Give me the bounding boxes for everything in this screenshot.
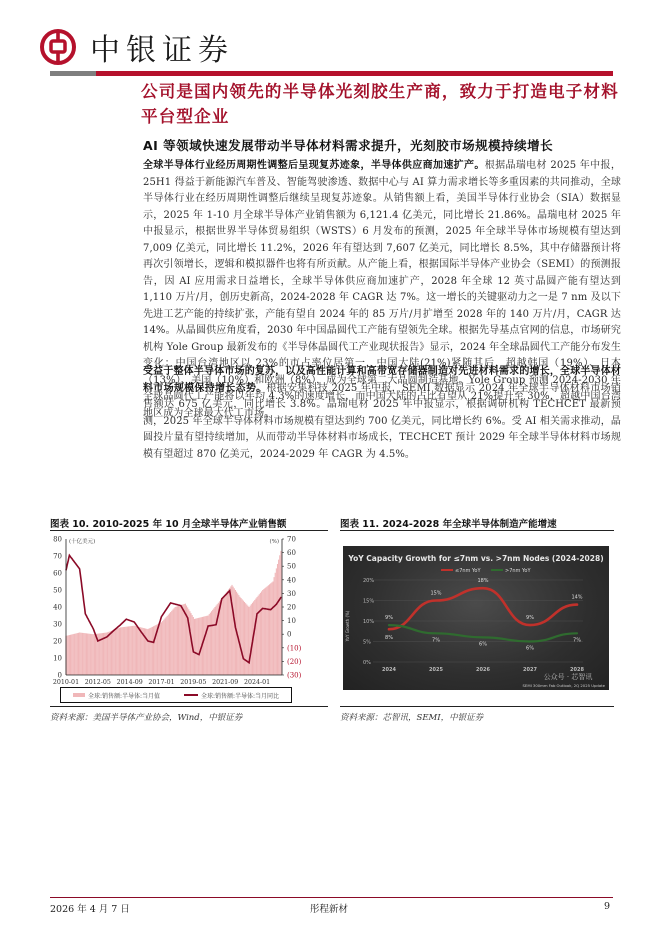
bar [235,590,236,675]
bar [67,636,68,675]
bar [222,597,223,675]
bar [268,585,269,675]
header-divider [50,71,613,76]
bar [233,587,234,675]
bar [75,634,76,675]
bar [272,582,273,676]
bar [180,605,181,675]
paragraph-1-body: 根据晶瑞电材 2025 年中报，25H1 得益于新能源汽车普及、智能驾驶渗透、数据中心与 AI 算力需求增长等多重因素的共同推动，全球半导体行业在经历周期性调整后继续呈现复苏迹象。从销售额上看，美国半导体行业协会（SIA）数据显示，2025 年 1-10 月全球半导体产业销售额为 6,121.4 亿美元，同比增长 21.86%。晶瑞电材 2025 年中报显示，根据世界半导体贸易组织（WSTS）6 月发布的预测，2025 年全球半导体市场规模有望达到 7,009 亿美元，同比增长 11.2%，2026 年有望达到 7,607 亿美元，同比增长 8.5%，其中存储器预计将再次引领增长，逻辑和模拟器件也将有所贡献。从产能上看，根据国际半导体产业协会（SEMI）的预测报告，因 AI 应用需求日益增长，全球半导体供应商加速扩产，2028 年全球 12 英寸晶圆产能有望达到 1,110 万片/月，创历史新高，2024-2028 年 CAGR 达 7%。这一增长的关键驱动力之一是 7 nm 及以下先进工艺产能的持续扩张，产能有望自 2024 年的 85 万片/月扩增至 2028 年的 140 万片/月，CAGR 达 14%。从晶圆供应角度看，2030 年中国晶圆代工产能有望领先全球。根据先导基点官网的信息，市场研究机构 Yole Group 最新发布的《半导体晶圆代工产业现状报告》显示，2024 年全球晶圆代工产能分布发生变化：中国台湾地区以 23%的市占率位居第一，中国大陆(21%)紧随其后，超越韩国（19%）、日本（13%）、美国（10%）和欧洲（8%），成为全球第二大晶圆制造基地。Yole Group 预测 2024-2030 年全球晶圆代工产能将以年均 4.3%的速度增长，而中国大陆的占比有望从 21%提升至 30%，超越中国台湾地区成为全球最大代工市场。 [143,160,621,419]
bar [209,614,210,675]
bar [195,619,196,675]
bar [119,628,120,675]
bar [68,635,69,675]
x-axis-tick: 2017-01 [148,679,175,686]
bar [264,588,265,675]
paragraph-2 [143,364,621,463]
figure-10-source: 资料来源：美国半导体产业协会，Wind，中银证券 [50,713,243,723]
bar [208,616,209,676]
figure-10-legend [60,687,292,703]
bar [81,633,82,675]
bar [271,582,272,675]
bar [87,633,88,675]
x-axis-tick: 2024 [382,667,396,673]
bar [176,607,177,675]
right-axis-tick: 0 [287,630,292,639]
chart-footnote: SEMI 300mm Fab Outlook, 2Q 2025 Update [522,683,605,688]
bar [227,591,228,675]
series-line [389,588,577,629]
data-label: 14% [571,594,583,601]
bar [122,627,123,675]
series-line [389,625,577,644]
y-axis-tick: 5% [363,639,371,646]
legend-item-monthly-value [73,691,160,700]
bar [125,627,126,675]
bar [175,607,176,675]
bar [189,611,190,675]
bar [166,617,167,675]
bar [198,618,199,675]
bar [168,615,169,675]
bar [205,616,206,675]
bar [200,617,201,675]
bar [72,634,73,675]
bar [133,626,134,675]
bar [151,627,152,675]
bar [94,634,95,675]
bar [234,588,235,675]
footer-divider [50,897,613,898]
legend-label: ≤7nm YoY [455,568,481,574]
figure-11-bottom-rule [340,706,614,707]
bar [173,608,174,675]
figure-10-chart [44,533,322,703]
data-label: 7% [432,637,440,644]
bar [197,618,198,675]
bar [206,616,207,675]
bar [216,606,217,675]
bar [255,599,256,676]
left-axis-tick: 0 [57,671,62,680]
bar [118,628,119,675]
bar [153,626,154,675]
bar [181,605,182,675]
bar [140,627,141,675]
bar [266,587,267,675]
bar-swatch-icon [73,693,85,697]
x-axis-tick: 2027 [523,667,537,673]
right-axis-unit: (%) [269,539,279,545]
bar [177,606,178,675]
right-axis-tick: 40 [287,576,296,585]
bar [145,629,146,675]
boc-logo-icon [40,29,76,65]
bar [167,616,168,675]
bar [90,634,91,675]
data-label: 18% [477,578,489,585]
bar [129,626,130,675]
chart-title: YoY Capacity Growth for ≤7nm vs. >7nm Nodes (2024-2028) [348,554,604,563]
bar [71,634,72,675]
bar [196,618,197,675]
bar [210,613,211,675]
bar [211,611,212,675]
bar [254,600,255,675]
bar [278,560,279,675]
bar [152,627,153,675]
bar [130,626,131,675]
bar [126,627,127,675]
bar [213,608,214,675]
paragraph-2-body: 根据安集科技 2025 年中报，SEMI 数据显示 2024 年全球半导体材料市场销售额达 675 亿美元，同比增长 3.8%。晶瑞电材 2025 年中报显示，根据调研机构 TECHCET 最新预测，2025 年全球半导体材料市场规模有望达到约 700 亿美元，同比增长约 6%。受 AI 相关需求推动，晶圆投片量有望持续增加，从而带动半导体材料市场成长，TECHCET 预计 2029 年全球半导体材料市场规模有望超过 870 亿美元，2024-2029 年 CAGR 为 4.5%。 [143,382,621,460]
data-label: 9% [526,615,534,622]
y-axis-tick: 15% [363,598,375,605]
bar [120,627,121,675]
x-axis-tick: 2026 [476,667,490,673]
bar [146,629,147,675]
bar [269,584,270,675]
bar [239,597,240,675]
bar [242,599,243,675]
bar [79,633,80,676]
bar [160,623,161,675]
bar [260,593,261,675]
figure-11-title: 图表 11. 2024-2028 年全球半导体制造产能增速 [340,519,557,530]
left-axis-tick: 20 [53,637,62,646]
bar [276,568,277,675]
bar [88,634,89,675]
bar [112,630,113,675]
figure-11-top-rule [340,530,614,531]
left-axis-tick: 70 [53,552,62,561]
bar [183,604,184,675]
bar [136,626,137,675]
bar [121,627,122,675]
legend-label: 全球:销售额:半导体:当月同比 [200,692,280,700]
bar [243,601,244,675]
left-axis-unit: (十亿美元) [69,539,96,545]
bar [162,621,163,675]
report-date: 2026 年 4 月 7 日 [50,904,130,915]
bar [225,594,226,675]
right-axis-tick: 50 [287,562,296,571]
bar [179,605,180,675]
bar [221,599,222,676]
bar [244,602,245,675]
report-header [40,22,234,72]
paragraph-2-lead: 受益于整体半导体市场的复苏，以及高性能计算和高带宽存储器制造对先进材料需求的增长，全球半导体材料市场规模保持增长态势。 [143,366,621,394]
bar [154,626,155,675]
left-axis-tick: 60 [53,569,62,578]
brand-name: 中银证券 [90,33,234,68]
bar [93,634,94,675]
bar [78,633,79,675]
bar [169,613,170,675]
data-label: 7% [573,637,581,644]
bar [110,631,111,675]
bar [246,604,247,675]
bar [226,592,227,675]
company-name: 彤程新材 [310,904,349,915]
bar [203,617,204,675]
header-divider-grey [50,71,96,76]
bar [77,633,78,675]
y-axis-label: YoY Growth (%) [345,610,350,642]
bar [76,633,77,675]
figure-10-top-rule [50,530,328,531]
right-axis-tick: 70 [287,535,296,544]
bar [229,588,230,675]
bar [280,551,281,675]
y-axis-tick: 0% [363,660,371,666]
left-axis-tick: 30 [53,620,62,629]
bar [150,628,151,675]
left-axis-tick: 40 [53,603,62,612]
bar [228,589,229,675]
bar [261,591,262,675]
figure-10-bottom-rule [50,706,328,707]
bar [123,627,124,675]
bar [172,610,173,675]
bar [164,618,165,675]
bar [279,555,280,675]
bar [109,632,110,675]
section-heading: AI 等领域快速发展带动半导体材料需求提升，光刻胶市场规模持续增长 [143,138,554,153]
x-axis-tick: 2024-01 [243,679,271,686]
line-swatch-icon [184,694,198,696]
data-label: 9% [385,615,393,622]
bar [204,616,205,675]
bar [138,627,139,675]
legend-label: 全球:销售额:半导体:当月值 [87,692,161,700]
y-axis-tick: 10% [363,619,375,625]
bar [73,634,74,675]
x-axis-tick: 2010-01 [52,679,80,686]
bar [163,620,164,675]
bar [89,634,90,675]
bar [262,590,263,675]
y-axis-tick: 20% [363,578,375,584]
page-title: 公司是国内领先的半导体光刻胶生产商，致力于打造电子材料平台型企业 [141,82,619,126]
bar [270,583,271,675]
legend-label: >7nm YoY [505,568,531,574]
left-axis-tick: 50 [53,586,62,595]
paragraph-1-lead: 全球半导体行业经历周期性调整后呈现复苏迹象，半导体供应商加速扩产。 [143,160,485,171]
bar [95,634,96,675]
bar [104,633,105,675]
x-axis-tick: 2012-05 [84,679,111,686]
bar [86,633,87,675]
bar [241,598,242,675]
bar [258,596,259,675]
bar [108,632,109,675]
bar [251,604,252,675]
data-label: 6% [526,645,534,652]
bar [84,633,85,675]
legend-item-yoy [184,691,279,700]
bar [250,606,251,675]
bar [135,626,136,675]
bar [127,627,128,675]
left-axis-tick: 10 [53,654,62,663]
bar [214,607,215,675]
bar [147,629,148,675]
bar [184,604,185,675]
left-axis-tick: 80 [53,535,62,544]
bar [247,606,248,675]
bar [259,594,260,675]
bar [105,633,106,675]
bar [170,612,171,675]
bar [115,629,116,675]
bar [139,627,140,675]
data-label: 6% [479,641,487,648]
bar [256,597,257,675]
bar [159,623,160,675]
right-axis-tick: 30 [287,589,296,598]
bar [275,573,276,675]
bar [194,619,195,675]
x-axis-tick: 2028 [570,667,584,673]
x-axis-tick: 2025 [429,667,443,673]
bar [277,564,278,675]
bar [70,635,71,675]
right-axis-tick: (30) [287,671,302,680]
x-axis-tick: 2021-09 [212,679,239,686]
bar [148,629,149,675]
bar [245,603,246,675]
page-number: 9 [604,901,611,912]
bar [263,589,264,675]
bar [106,633,107,676]
watermark: 公众号 · 芯智讯 [543,673,593,681]
bar [69,635,70,675]
bar [80,633,81,675]
data-label: 8% [385,635,393,642]
figure-11-chart [343,546,609,690]
bar [111,631,112,675]
bar [137,627,138,675]
bar [114,630,115,675]
figure-11-source: 资料来源：芯智讯，SEMI，中银证券 [340,713,484,723]
right-axis-tick: 20 [287,603,296,612]
bar [131,626,132,675]
bar [117,629,118,675]
bar [134,626,135,675]
right-axis-tick: (20) [287,657,302,666]
bar [113,630,114,675]
bar [178,606,179,675]
figure-10-title: 图表 10. 2010-2025 年 10 月全球半导体产业销售额 [50,519,287,530]
bar [128,626,129,675]
x-axis-tick: 2019-05 [180,679,207,686]
right-axis-tick: (10) [287,644,302,653]
bar [238,595,239,675]
right-axis-tick: 10 [287,617,296,626]
bar [92,634,93,675]
bar [171,611,172,675]
bar [161,622,162,675]
bar [220,600,221,675]
bar [224,595,225,675]
bar [267,586,268,675]
x-axis-tick: 2014-09 [116,679,143,686]
right-axis-tick: 60 [287,549,296,558]
bar [85,633,86,675]
data-label: 15% [430,590,442,597]
bar [212,610,213,675]
header-divider-red [96,71,613,76]
bar [249,607,250,675]
bar [83,633,84,675]
bar [274,577,275,675]
